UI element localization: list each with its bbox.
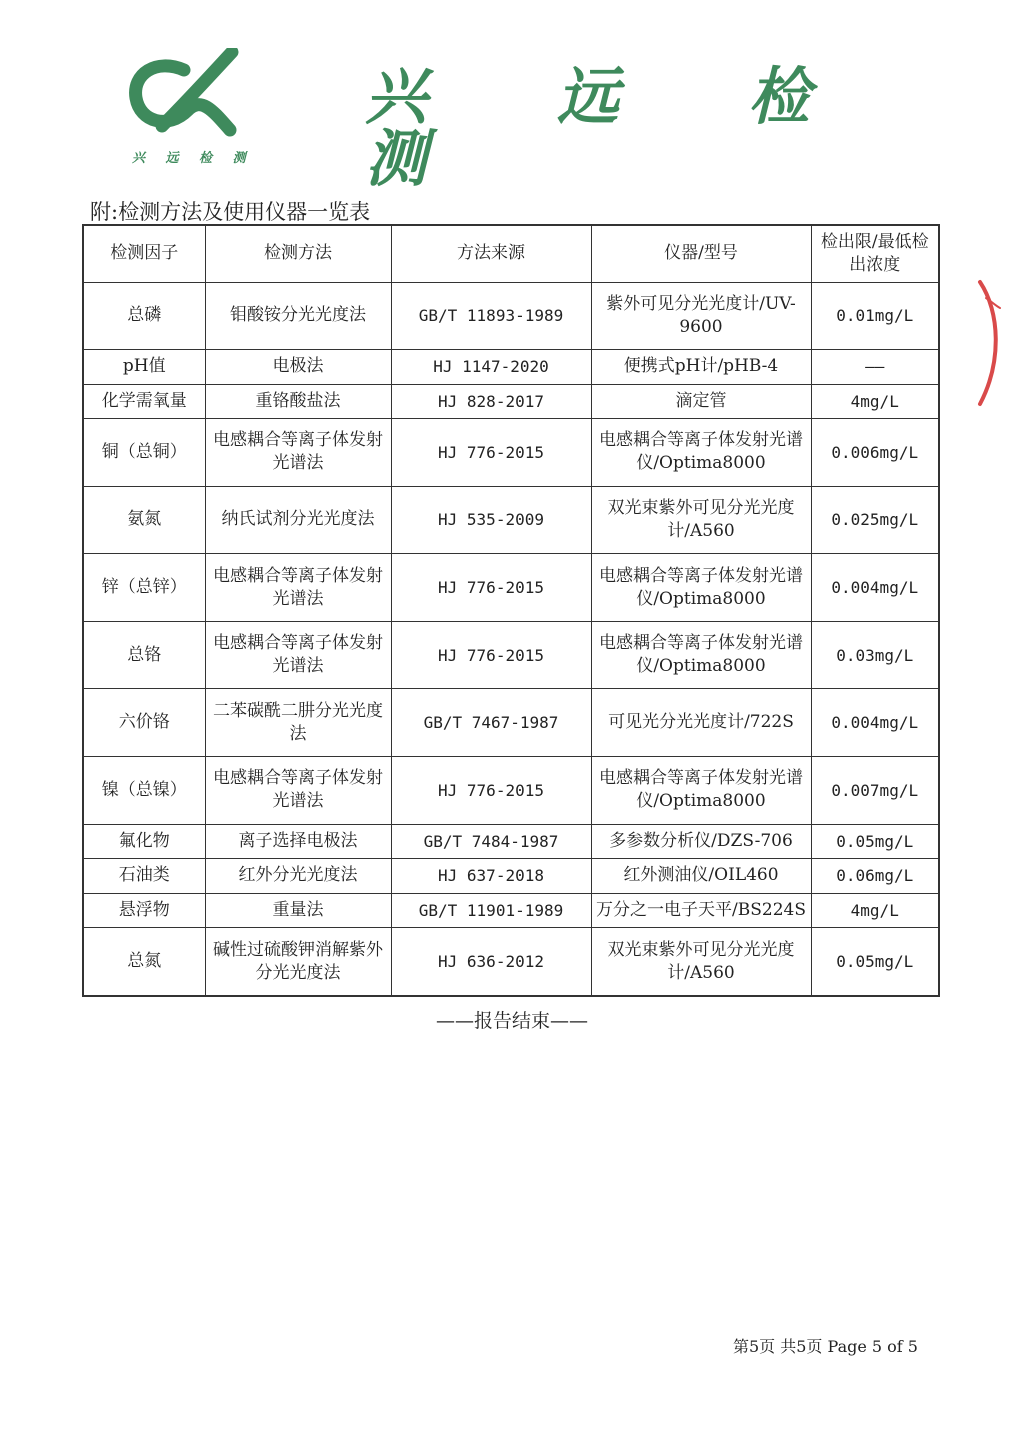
cell-factor: pH值 — [83, 350, 205, 385]
cell-factor: 总铬 — [83, 621, 205, 689]
cell-instrument: 电感耦合等离子体发射光谱仪/Optima8000 — [591, 621, 811, 689]
cell-factor: 六价铬 — [83, 689, 205, 757]
cell-factor: 总氮 — [83, 928, 205, 996]
header-method: 检测方法 — [205, 225, 391, 282]
cell-method: 钼酸铵分光光度法 — [205, 282, 391, 350]
header-instrument: 仪器/型号 — [591, 225, 811, 282]
cell-limit: 0.03mg/L — [811, 621, 939, 689]
header-source: 方法来源 — [391, 225, 591, 282]
cell-limit: 0.004mg/L — [811, 554, 939, 622]
cell-source: HJ 776-2015 — [391, 756, 591, 824]
cell-limit: 0.004mg/L — [811, 689, 939, 757]
cell-limit: 4mg/L — [811, 893, 939, 928]
cell-limit: 0.007mg/L — [811, 756, 939, 824]
table-row — [83, 384, 939, 419]
cell-method: 电感耦合等离子体发射光谱法 — [205, 554, 391, 622]
cell-method: 红外分光光度法 — [205, 859, 391, 894]
cell-method: 纳氏试剂分光光度法 — [205, 486, 391, 554]
table-row — [83, 756, 939, 824]
cell-source: HJ 637-2018 — [391, 859, 591, 894]
cell-instrument: 滴定管 — [591, 384, 811, 419]
cell-instrument: 紫外可见分光光度计/UV-9600 — [591, 282, 811, 350]
cell-limit: 0.006mg/L — [811, 419, 939, 487]
table-row — [83, 486, 939, 554]
table-row — [83, 824, 939, 859]
logo-caption: 兴 远 检 测 — [132, 151, 254, 166]
cell-source: GB/T 7467-1987 — [391, 689, 591, 757]
red-seal-stamp-icon — [966, 272, 1006, 412]
table-row — [83, 893, 939, 928]
cell-limit: 0.05mg/L — [811, 928, 939, 996]
cell-factor: 总磷 — [83, 282, 205, 350]
cell-factor: 镍（总镍） — [83, 756, 205, 824]
cell-source: GB/T 11893-1989 — [391, 282, 591, 350]
cell-limit: 0.025mg/L — [811, 486, 939, 554]
cell-instrument: 可见光分光光度计/722S — [591, 689, 811, 757]
header-limit: 检出限/最低检出浓度 — [811, 225, 939, 282]
table-row — [83, 621, 939, 689]
cell-instrument: 便携式pH计/pHB-4 — [591, 350, 811, 385]
cell-instrument: 电感耦合等离子体发射光谱仪/Optima8000 — [591, 756, 811, 824]
cell-method: 电感耦合等离子体发射光谱法 — [205, 621, 391, 689]
table-title: 附:检测方法及使用仪器一览表 — [90, 200, 371, 224]
methods-table — [82, 224, 940, 997]
cell-source: HJ 776-2015 — [391, 419, 591, 487]
table-header-row — [83, 225, 939, 282]
cell-instrument: 电感耦合等离子体发射光谱仪/Optima8000 — [591, 554, 811, 622]
cell-factor: 石油类 — [83, 859, 205, 894]
cell-method: 碱性过硫酸钾消解紫外分光光度法 — [205, 928, 391, 996]
table-row — [83, 928, 939, 996]
cell-limit: 0.01mg/L — [811, 282, 939, 350]
cell-instrument: 多参数分析仪/DZS-706 — [591, 824, 811, 859]
cell-factor: 化学需氧量 — [83, 384, 205, 419]
cell-limit: 4mg/L — [811, 384, 939, 419]
cell-source: GB/T 11901-1989 — [391, 893, 591, 928]
cell-factor: 锌（总锌） — [83, 554, 205, 622]
cell-source: GB/T 7484-1987 — [391, 824, 591, 859]
cell-limit: 0.06mg/L — [811, 859, 939, 894]
cell-factor: 铜（总铜） — [83, 419, 205, 487]
cell-factor: 悬浮物 — [83, 893, 205, 928]
table-row — [83, 419, 939, 487]
cell-limit: —— — [811, 350, 939, 385]
cell-instrument: 红外测油仪/OIL460 — [591, 859, 811, 894]
cell-instrument: 电感耦合等离子体发射光谱仪/Optima8000 — [591, 419, 811, 487]
cell-source: HJ 1147-2020 — [391, 350, 591, 385]
table-row — [83, 554, 939, 622]
cell-instrument: 双光束紫外可见分光光度计/A560 — [591, 928, 811, 996]
cell-method: 重铬酸盐法 — [205, 384, 391, 419]
page-number: 第5页 共5页 Page 5 of 5 — [732, 1337, 918, 1356]
cell-source: HJ 776-2015 — [391, 621, 591, 689]
cell-method: 电感耦合等离子体发射光谱法 — [205, 756, 391, 824]
cell-source: HJ 828-2017 — [391, 384, 591, 419]
cell-method: 二苯碳酰二肼分光光度法 — [205, 689, 391, 757]
cell-limit: 0.05mg/L — [811, 824, 939, 859]
table-row — [83, 282, 939, 350]
cell-factor: 氨氮 — [83, 486, 205, 554]
cell-source: HJ 535-2009 — [391, 486, 591, 554]
cell-instrument: 万分之一电子天平/BS224S — [591, 893, 811, 928]
header-factor: 检测因子 — [83, 225, 205, 282]
table-row — [83, 689, 939, 757]
cell-method: 离子选择电极法 — [205, 824, 391, 859]
cell-instrument: 双光束紫外可见分光光度计/A560 — [591, 486, 811, 554]
company-logo-icon — [128, 48, 240, 138]
table-row — [83, 859, 939, 894]
cell-method: 电感耦合等离子体发射光谱法 — [205, 419, 391, 487]
cell-factor: 氟化物 — [83, 824, 205, 859]
report-end-marker: ——报告结束—— — [435, 1010, 588, 1032]
cell-method: 电极法 — [205, 350, 391, 385]
table-row — [83, 350, 939, 385]
cell-method: 重量法 — [205, 893, 391, 928]
company-name: 兴 远 检 测 — [365, 60, 865, 195]
cell-source: HJ 636-2012 — [391, 928, 591, 996]
cell-source: HJ 776-2015 — [391, 554, 591, 622]
